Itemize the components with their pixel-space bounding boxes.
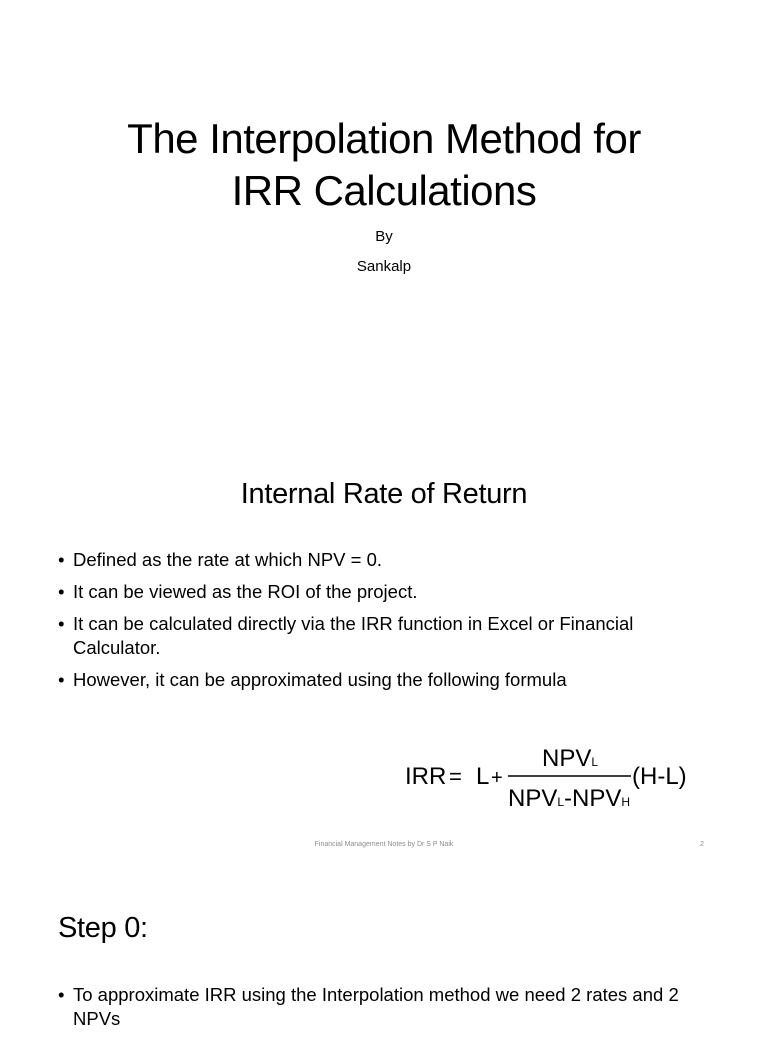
title-line-2: IRR Calculations <box>231 167 537 214</box>
author-name: Sankalp <box>356 258 412 275</box>
title-slide <box>0 0 768 420</box>
bullet-icon: • <box>58 613 65 634</box>
bullet-icon: • <box>58 581 65 602</box>
bullet-item <box>58 668 708 692</box>
title-line-1: The Interpolation Method for <box>127 115 641 162</box>
bullet-icon: • <box>58 984 65 1005</box>
formula-plus: + <box>491 767 503 789</box>
irr-formula <box>400 736 700 816</box>
by-label: By <box>375 228 393 245</box>
bullet-text: Defined as the rate at which NPV = 0. <box>73 549 383 570</box>
formula-denominator: NPVL-NPVH <box>508 785 631 812</box>
bullet-text: It can be calculated directly via the IRR function in Excel or Financial Calculator. <box>73 613 634 658</box>
presentation-title <box>0 113 768 217</box>
formula-lhs: IRR <box>405 763 447 790</box>
formula-l: L <box>476 763 490 790</box>
slide-title: Step 0: <box>58 912 148 944</box>
bullet-text: It can be viewed as the ROI of the project. <box>73 581 418 602</box>
bullet-list <box>58 983 708 1039</box>
slide-footer: Financial Management Notes by Dr S P Naik <box>314 841 454 848</box>
formula-numerator: NPVL <box>542 745 599 772</box>
bullet-item <box>58 612 708 660</box>
bullet-item <box>58 548 708 572</box>
formula-equals: = <box>449 764 462 789</box>
formula-range: (H-L) <box>632 763 687 790</box>
bullet-text: To approximate IRR using the Interpolation method we need 2 rates and 2 NPVs <box>73 984 679 1029</box>
bullet-list <box>58 548 708 700</box>
bullet-icon: • <box>58 549 65 570</box>
bullet-text: However, it can be approximated using the following formula <box>73 669 567 690</box>
irr-slide <box>0 420 768 870</box>
step-0-slide <box>0 870 768 1029</box>
slide-title: Internal Rate of Return <box>240 478 528 510</box>
bullet-item <box>58 580 708 604</box>
bullet-icon: • <box>58 669 65 690</box>
page-number: 2 <box>700 841 704 848</box>
